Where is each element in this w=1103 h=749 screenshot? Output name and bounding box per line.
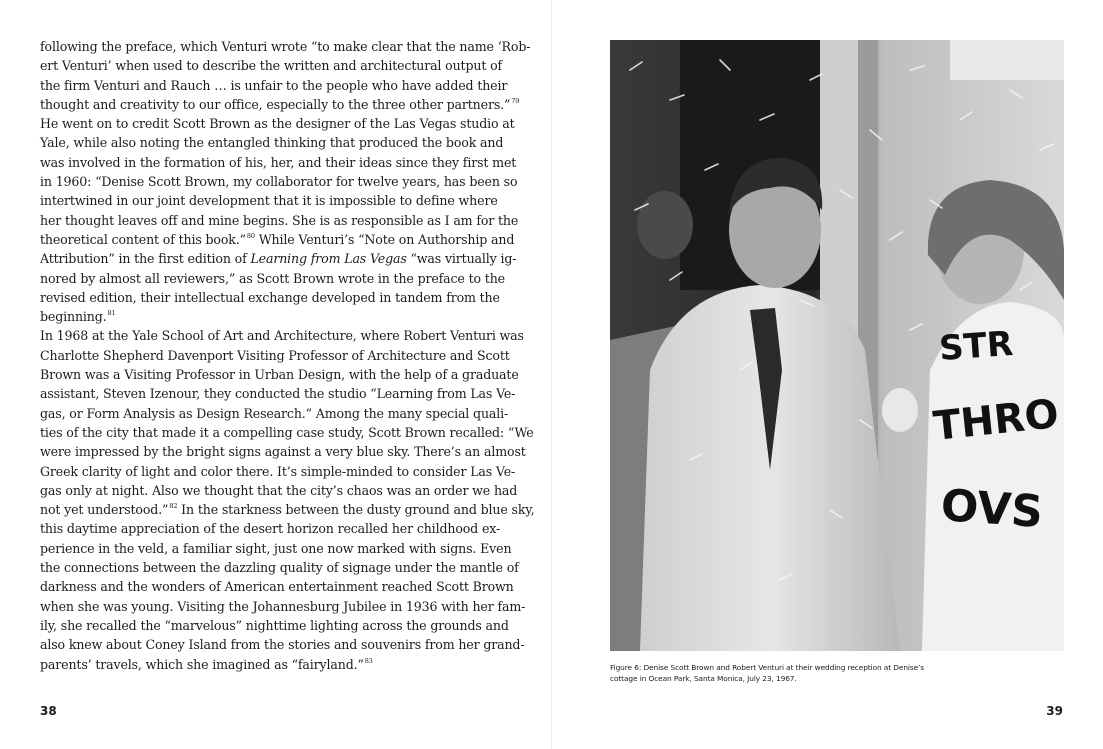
window-curtain	[950, 40, 1064, 80]
page-number-right: 39	[1046, 704, 1063, 718]
text-line: were impressed by the bright signs against a very blue sky. There’s an almost	[40, 444, 526, 460]
text-line: not yet understood.”$^{82}$ In the starkness between the dusty ground and blue sky,	[40, 502, 535, 518]
text-line: darkness and the wonders of American entertainment reached Scott Brown	[40, 579, 514, 595]
text-line: this daytime appreciation of the desert horizon recalled her childhood ex-	[40, 521, 501, 537]
text-line: nored by almost all reviewers,” as Scott Brown wrote in the preface to the	[40, 270, 505, 286]
text-line: revised edition, their intellectual exchange developed in tandem from the	[40, 289, 500, 305]
right-page	[552, 0, 1103, 749]
text-line: the firm Venturi and Rauch … is unfair to the people who have added their	[40, 77, 508, 93]
dress-letters: OVS	[939, 480, 1045, 539]
text-line: in 1960: “Denise Scott Brown, my collaborator for twelve years, has been so	[40, 174, 518, 190]
text-line: In 1968 at the Yale School of Art and Architecture, where Robert Venturi was	[40, 328, 524, 344]
body-text	[40, 37, 535, 674]
footnote-ref: 81	[107, 309, 116, 318]
text-line: Brown was a Visiting Professor in Urban Design, with the help of a graduate	[40, 367, 519, 383]
footnote-ref: 79	[511, 96, 520, 105]
text-line: ily, she recalled the “marvelous” nighttime lighting across the grounds and	[40, 617, 509, 633]
text-line: beginning.$^{81}$	[40, 309, 116, 325]
text-line: intertwined in our joint development that it is impossible to define where	[40, 193, 498, 209]
text-line: her thought leaves off and mine begins. She is as responsible as I am for the	[40, 212, 519, 228]
text-line: perience in the veld, a familiar sight, just one now marked with signs. Even	[40, 540, 512, 556]
text-line: ert Venturi’ when used to describe the written and architectural output of	[40, 58, 503, 74]
footnote-ref: 83	[364, 656, 373, 665]
book-title: Learning from Las Vegas	[250, 251, 407, 267]
text-line: the connections between the dazzling quality of signage under the mantle of	[40, 560, 519, 576]
footnote-ref: 82	[169, 502, 178, 511]
footnote-ref: 80	[246, 231, 255, 240]
text-line: was involved in the formation of his, her, and their ideas since they first met	[40, 154, 517, 170]
text-line: following the preface, which Venturi wrote “to make clear that the name ‘Rob-	[40, 39, 531, 54]
caption-line: cottage in Ocean Park, Santa Monica, July 23, 1967.	[610, 674, 797, 683]
text-line: gas, or Form Analysis as Design Research.” Among the many special quali-	[40, 405, 509, 421]
text-line: Greek clarity of light and color there. It’s simple-minded to consider Las Ve-	[40, 463, 516, 479]
text-line: also knew about Coney Island from the stories and souvenirs from her grand-	[40, 637, 525, 653]
text-line: Charlotte Shepherd Davenport Visiting Professor of Architecture and Scott	[40, 347, 510, 363]
text-line: ties of the city that made it a compelling case study, Scott Brown recalled: “We	[40, 424, 534, 440]
wedding-photograph	[610, 40, 1064, 651]
woman-hand	[882, 388, 918, 432]
caption-line: Figure 6: Denise Scott Brown and Robert Venturi at their wedding reception at Denise’s	[610, 663, 925, 672]
text-line: theoretical content of this book.”$^{80}$ While Venturi’s “Note on Authorship and	[40, 231, 515, 247]
text-line: parents’ travels, which she imagined as “fairyland.”$^{83}$	[40, 656, 373, 672]
text-line: assistant, Steven Izenour, they conducted the studio “Learning from Las Ve-	[40, 386, 516, 402]
text-line: Yale, while also noting the entangled thinking that produced the book and	[40, 135, 504, 151]
page-number-left: 38	[40, 704, 57, 718]
photo-illustration	[610, 40, 1064, 651]
text-line: thought and creativity to our office, especially to the three other partners.”$^{79}$	[40, 96, 520, 112]
text-line: He went on to credit Scott Brown as the designer of the Las Vegas studio at	[40, 116, 515, 132]
background-guest-face	[637, 191, 693, 259]
dress-letters: THRO	[931, 391, 1061, 450]
dress-letters: STR	[937, 323, 1015, 369]
text-line: when she was young. Visiting the Johannesburg Jubilee in 1936 with her fam-	[40, 598, 526, 614]
text-line: gas only at night. Also we thought that the city’s chaos was an order we had	[40, 482, 518, 498]
text-line: Attribution” in the first edition of Learning from Las Vegas “was virtually ig-	[40, 251, 517, 267]
figure-caption	[610, 662, 990, 684]
